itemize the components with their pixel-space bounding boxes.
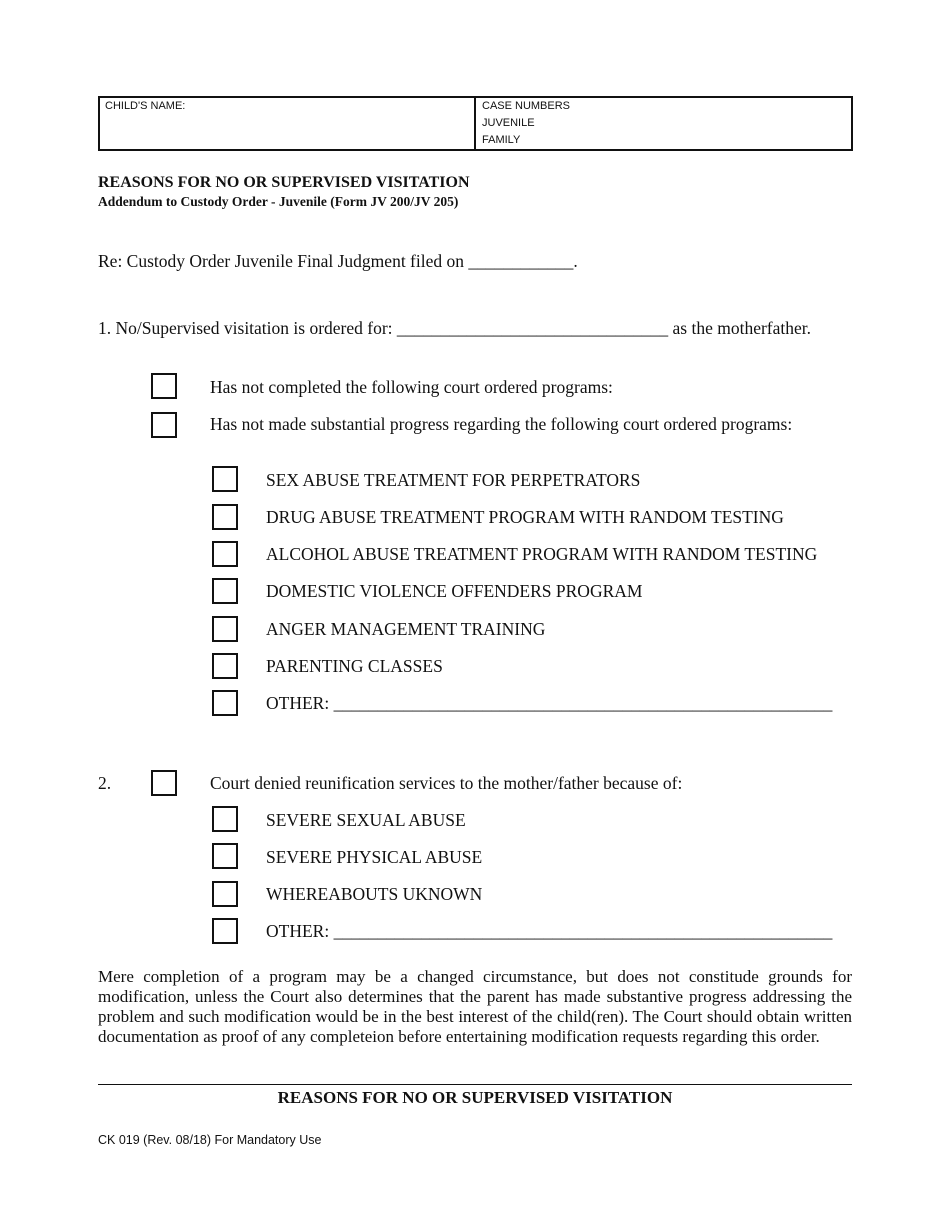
whereabouts-unknown-label: WHEREABOUTS UKNOWN	[266, 884, 483, 904]
reunification-denied-label: Court denied reunification services to the mother/father because of:	[210, 773, 683, 793]
juvenile-label: JUVENILE	[482, 117, 535, 129]
parenting-classes-label: PARENTING CLASSES	[266, 656, 443, 676]
case-numbers-label: CASE NUMBERS	[482, 100, 571, 112]
form-id: CK 019 (Rev. 08/18) For Mandatory Use	[98, 1133, 322, 1147]
form-title: REASONS FOR NO OR SUPERVISED VISITATION	[98, 174, 470, 191]
footer-divider	[98, 1084, 852, 1085]
item2-number: 2.	[98, 773, 112, 793]
anger-management-label: ANGER MANAGEMENT TRAINING	[266, 619, 546, 639]
domestic-violence-program-checkbox[interactable]	[212, 578, 238, 604]
severe-sexual-abuse-checkbox[interactable]	[212, 806, 238, 832]
reunification-denied-checkbox[interactable]	[151, 770, 177, 796]
domestic-violence-program-label: DOMESTIC VIOLENCE OFFENDERS PROGRAM	[266, 581, 643, 601]
form-subtitle: Addendum to Custody Order - Juvenile (Form JV 200/JV 205)	[98, 194, 459, 209]
program-other-checkbox[interactable]	[212, 690, 238, 716]
anger-management-checkbox[interactable]	[212, 616, 238, 642]
alcohol-abuse-treatment-checkbox[interactable]	[212, 541, 238, 567]
reason-other-checkbox[interactable]	[212, 918, 238, 944]
severe-physical-abuse-label: SEVERE PHYSICAL ABUSE	[266, 847, 483, 867]
sex-abuse-treatment-checkbox[interactable]	[212, 466, 238, 492]
not-completed-label: Has not completed the following court ordered programs:	[210, 377, 613, 397]
severe-sexual-abuse-label: SEVERE SEXUAL ABUSE	[266, 810, 466, 830]
whereabouts-unknown-checkbox[interactable]	[212, 881, 238, 907]
no-progress-checkbox[interactable]	[151, 412, 177, 438]
drug-abuse-treatment-checkbox[interactable]	[212, 504, 238, 530]
footer-title: REASONS FOR NO OR SUPERVISED VISITATION	[277, 1088, 673, 1107]
family-label: FAMILY	[482, 134, 521, 146]
parenting-classes-checkbox[interactable]	[212, 653, 238, 679]
severe-physical-abuse-checkbox[interactable]	[212, 843, 238, 869]
header-divider	[474, 96, 476, 151]
modification-note-paragraph: Mere completion of a program may be a changed circumstance, but does not constitude grounds for modification, unless the Court also determines that the parent has made substantive progress addressing the problem and such modification would be in the best interest of the child(ren). The Court should obtain written documentation as proof of any completeion before entertaining modification requests regarding this order.	[98, 967, 852, 1046]
sex-abuse-treatment-label: SEX ABUSE TREATMENT FOR PERPETRATORS	[266, 470, 641, 490]
re-custody-order-line: Re: Custody Order Juvenile Final Judgment filed on ____________.	[98, 251, 578, 271]
childs-name-label: CHILD'S NAME:	[105, 100, 186, 112]
item1-visitation-line: 1. No/Supervised visitation is ordered for: _______________________________ as the motherfather.	[98, 318, 812, 338]
reason-other-label: OTHER: _________________________________________________________	[266, 921, 833, 941]
program-other-label: OTHER: _________________________________________________________	[266, 693, 833, 713]
not-completed-checkbox[interactable]	[151, 373, 177, 399]
alcohol-abuse-treatment-label: ALCOHOL ABUSE TREATMENT PROGRAM WITH RANDOM TESTING	[266, 544, 818, 564]
drug-abuse-treatment-label: DRUG ABUSE TREATMENT PROGRAM WITH RANDOM TESTING	[266, 507, 784, 527]
no-progress-label: Has not made substantial progress regarding the following court ordered programs:	[210, 414, 793, 434]
